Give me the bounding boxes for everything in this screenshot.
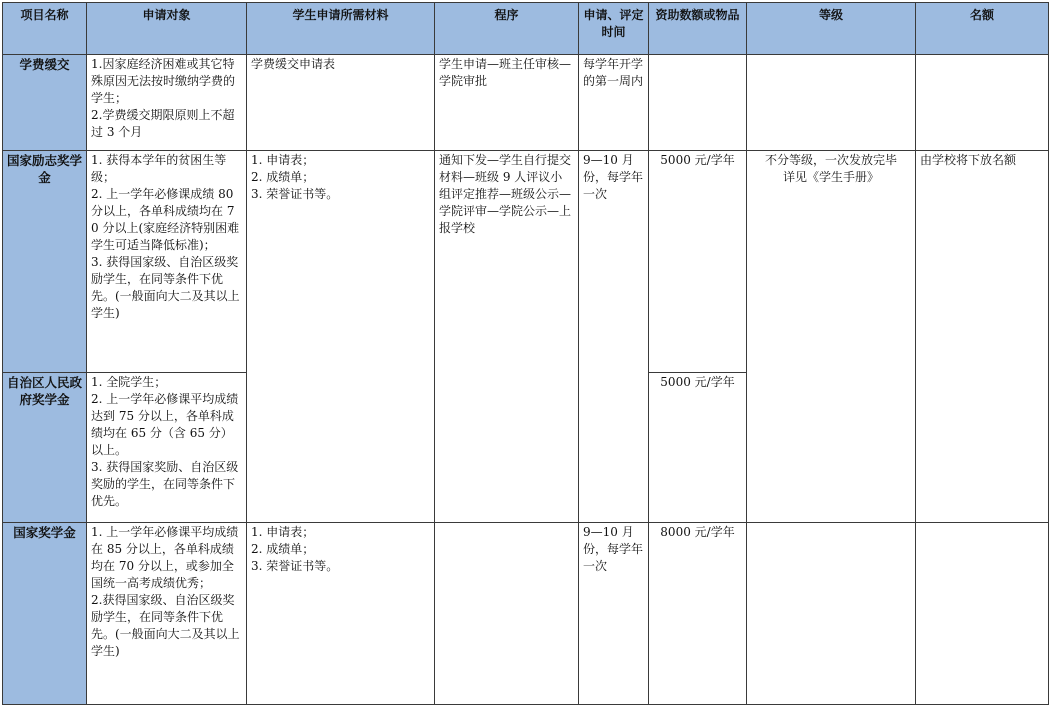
amount-national: 8000 元/学年 xyxy=(649,523,747,705)
target-national: 1. 上一学年必修课平均成绩在 85 分以上，各单科成绩均在 70 分以上，或参加全国统一高考成绩优秀； 2.获得国家级、自治区级奖励学生，在同等条件下优先。(一般面向大二及其以上学生) xyxy=(87,523,247,705)
row-name-national: 国家奖学金 xyxy=(3,523,87,705)
header-level: 等级 xyxy=(747,3,916,55)
target-national-inspirational: 1. 获得本学年的贫困生等级； 2. 上一学年必修课成绩 80 分以上，各单科成绩均在 70 分以上(家庭经济特别困难学生可适当降低标准)； 3. 获得国家级、自治区级奖励学生，在同等条件下优先。(一般面向大二及其以上学生) xyxy=(87,151,247,373)
procedure-merged: 通知下发—学生自行提交材料—班级 9 人评议小组评定推荐—班级公示—学院评审—学院公示—上报学校 xyxy=(435,151,579,523)
quota-tuition xyxy=(916,55,1049,151)
header-target: 申请对象 xyxy=(87,3,247,55)
level-merged: 不分等级，一次发放完毕 详见《学生手册》 xyxy=(747,151,916,523)
header-row xyxy=(3,3,1049,55)
amount-regional-government: 5000 元/学年 xyxy=(649,373,747,523)
materials-merged: 1. 申请表； 2. 成绩单； 3. 荣誉证书等。 xyxy=(247,151,435,523)
materials-national: 1. 申请表； 2. 成绩单； 3. 荣誉证书等。 xyxy=(247,523,435,705)
procedure-national xyxy=(435,523,579,705)
row-name-tuition: 学费缓交 xyxy=(3,55,87,151)
target-regional-government: 1. 全院学生； 2. 上一学年必修课平均成绩达到 75 分以上，各单科成绩均在 65 分（含 65 分）以上。 3. 获得国家奖励、自治区级奖励的学生，在同等条件下优先。 xyxy=(87,373,247,523)
row-name-regional-government: 自治区人民政府奖学金 xyxy=(3,373,87,523)
level-national xyxy=(747,523,916,705)
materials-tuition: 学费缓交申请表 xyxy=(247,55,435,151)
header-time: 申请、评定时间 xyxy=(579,3,649,55)
header-item: 项目名称 xyxy=(3,3,87,55)
table-row-national xyxy=(3,523,1049,705)
quota-national xyxy=(916,523,1049,705)
header-procedure: 程序 xyxy=(435,3,579,55)
table-row-national-inspirational xyxy=(3,151,1049,373)
table-row-tuition xyxy=(3,55,1049,151)
header-amount: 资助数额或物品 xyxy=(649,3,747,55)
procedure-tuition: 学生申请—班主任审核—学院审批 xyxy=(435,55,579,151)
scholarship-table xyxy=(2,2,1049,705)
header-quota: 名额 xyxy=(916,3,1049,55)
level-tuition xyxy=(747,55,916,151)
header-materials: 学生申请所需材料 xyxy=(247,3,435,55)
time-merged: 9—10 月份，每学年一次 xyxy=(579,151,649,523)
amount-tuition xyxy=(649,55,747,151)
time-national: 9—10 月份，每学年一次 xyxy=(579,523,649,705)
target-tuition: 1.因家庭经济困难或其它特殊原因无法按时缴纳学费的学生； 2.学费缓交期限原则上不超过 3 个月 xyxy=(87,55,247,151)
time-tuition: 每学年开学的第一周内 xyxy=(579,55,649,151)
row-name-national-inspirational: 国家励志奖学金 xyxy=(3,151,87,373)
quota-merged: 由学校将下放名额 xyxy=(916,151,1049,523)
amount-national-inspirational: 5000 元/学年 xyxy=(649,151,747,373)
